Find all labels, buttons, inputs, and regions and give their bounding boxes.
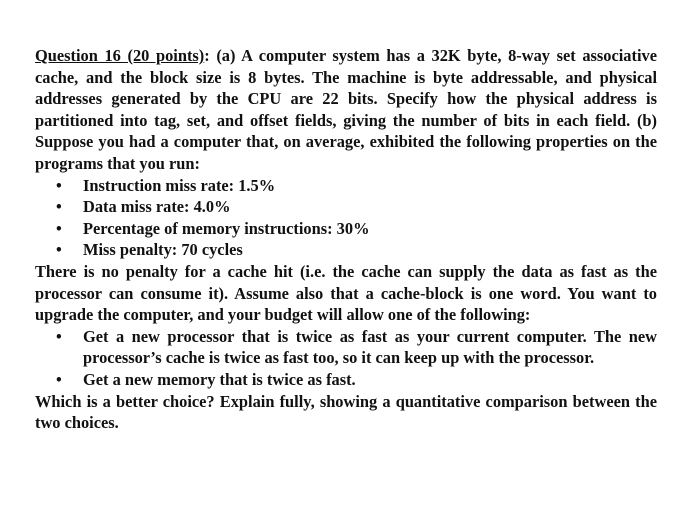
list-item	[35, 369, 657, 391]
bullet-icon: •	[56, 240, 62, 260]
properties-list	[35, 175, 657, 261]
bullet-icon: •	[56, 218, 62, 238]
property-text: Miss penalty: 70 cycles	[83, 240, 243, 260]
question-closing-paragraph: Which is a better choice? Explain fully, showing a quantitative comparison between the two choices.	[35, 391, 657, 433]
list-item	[35, 239, 657, 261]
list-item	[35, 218, 657, 240]
question-intro-text: : (a) A computer system has a 32K byte, 8-way set associative cache, and the block size is 8 bytes. The machine is byte addressable, and physical addresses generated by the CPU are 22 bits. Specify how the physical address is partitioned into tag, set, and offset fields, giving the number of bits in each field. (b) Suppose you had a computer that, on average, exhibited the following properties on the programs that you run:	[35, 46, 657, 173]
question-document	[35, 45, 657, 434]
option-text: Get a new memory that is twice as fast.	[83, 369, 356, 389]
property-text: Instruction miss rate: 1.5%	[83, 175, 276, 195]
bullet-icon: •	[56, 197, 62, 217]
question-heading: Question 16 (20 points)	[35, 46, 205, 65]
question-middle-paragraph: There is no penalty for a cache hit (i.e. the cache can supply the data as fast as the processor can consume it). Assume also that a cache-block is one word. You want to upgrade the computer, and your budget will allow one of the following:	[35, 261, 657, 325]
bullet-icon: •	[56, 369, 62, 389]
list-item	[35, 175, 657, 197]
list-item	[35, 196, 657, 218]
bullet-icon: •	[56, 326, 62, 346]
options-list	[35, 326, 657, 391]
option-text: Get a new processor that is twice as fast as your current computer. The new processor’s cache is twice as fast too, so it can keep up with the processor.	[83, 326, 657, 368]
property-text: Percentage of memory instructions: 30%	[83, 218, 370, 238]
question-intro-paragraph	[35, 45, 657, 175]
bullet-icon: •	[56, 175, 62, 195]
property-text: Data miss rate: 4.0%	[83, 197, 231, 217]
list-item	[35, 326, 657, 369]
